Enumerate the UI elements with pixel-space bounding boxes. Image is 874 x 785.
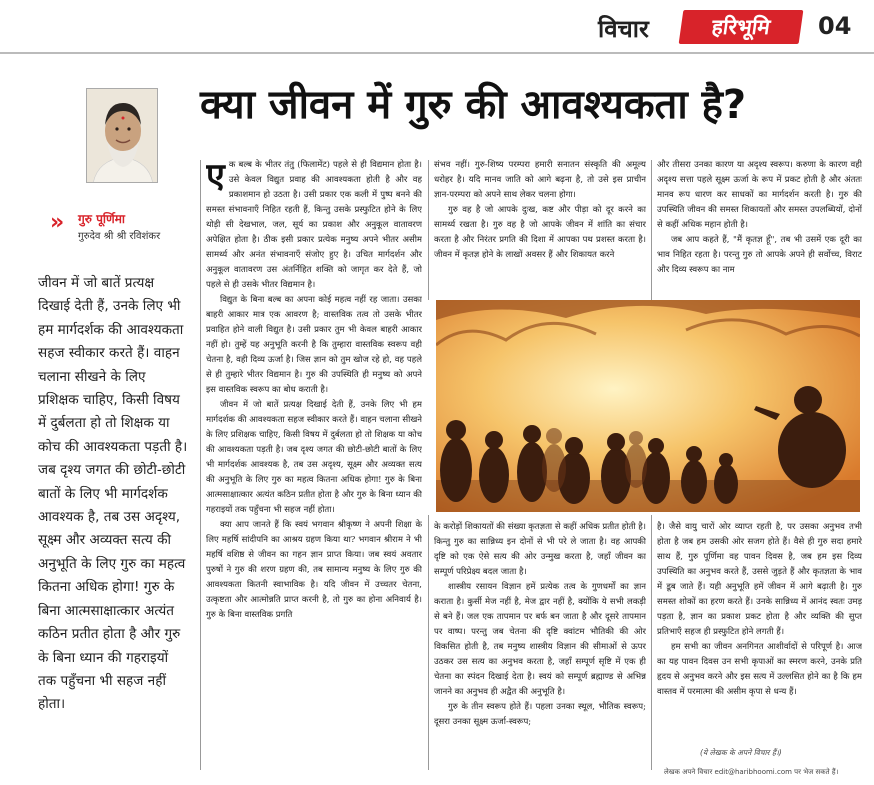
paragraph: क्या आप जानते हैं कि स्वयं भगवान श्रीकृष्ण ने अपनी शिक्षा के लिए महर्षि सांदीपनि का आश्रय ग्रहण किया था? भगवान श्रीराम ने भी महर्षि वशिष्ठ से जीवन का गहन ज्ञान प्राप्त किया। जब स्वयं अवतार पुरुषों ने गुरु की शरण ग्रहण की, तब सामान्य मनुष्य के लिए गुरु की आवश्यकता कितनी स्वाभाविक है। यदि जीवन में उच्चतर चेतना, उत्कृष्टता और आत्मोन्नति प्राप्त करनी है, तो गुरु का होना अनिवार्य है। गुरु के बिना वास्तविक प्रगति — [206, 520, 422, 620]
drop-cap: ए — [206, 158, 225, 196]
column-divider — [428, 160, 429, 300]
column-divider — [651, 160, 652, 300]
paragraph: जीवन में जो बातें प्रत्यक्ष दिखाई देती हैं, उनके लिए भी हम मार्गदर्शक की आवश्यकता सहज स्वीकार करते हैं। वाहन चलाना सीखने के लिए प्रशिक्षक चाहिए, किसी विषय में दुर्बलता हो तो शिक्षक या कोच की आवश्यकता पड़ती है। जब दृश्य जगत की छोटी-छोटी बातों के लिए भी मार्गदर्शक आवश्यक है, तब उस अदृश्य, सूक्ष्म और अव्यक्त सत्य की अनुभूति के लिए गुरु का महत्व कितना अधिक होगा! गुरु के बिना आत्मसाक्षात्कार अत्यंत कठिन प्रतीत होता है और गुरु के बिना ध्यान की गहराइयों तक पहुँचना भी सहज नहीं होता। — [206, 400, 422, 515]
headline: क्या जीवन में गुरु की आवश्यकता है? — [200, 82, 747, 128]
article-column-3-top — [657, 158, 862, 298]
header-divider — [0, 52, 874, 54]
article-column-1 — [206, 158, 422, 770]
paragraph: क बल्ब के भीतर तंतु (फिलामेंट) पहले से ही विद्यमान होता है। उसे केवल विद्युत प्रवाह की आवश्यकता होती है और वह प्रकाशमान हो उठता है। उसी प्रकार एक कली में पुष्प बनने की समस्त संभावनाएँ निहित रहती हैं, किन्तु उसके प्रस्फुटित होने के लिए थोड़ी सी देखभाल, जल, सूर्य का प्रकाश और अनुकूल वातावरण अपेक्षित होता है। ठीक इसी प्रकार प्रत्येक मनुष्य अपने भीतर असीम सामर्थ्य और अनंत संभावनाएँ संजोए हुए है। उचित मार्गदर्शन और अनुकूल वातावरण उस अंतर्निहित शक्ति को जागृत कर देते हैं, जो पहले से ही उसके भीतर विद्यमान है। — [206, 160, 422, 290]
paragraph: के करोड़ों शिकायतों की संख्या कृतज्ञता से कहीं अधिक प्रतीत होती है। किन्तु गुरु का सान्निध्य इन दोनों से भी परे ले जाता है। वह आपकी दृष्टि को एक ऐसे सत्य की ओर उन्मुख करता है, जहाँ जीवन का सम्पूर्ण परिप्रेक्ष्य बदल जाता है। — [434, 522, 646, 577]
author-name: गुरुदेव श्री श्री रविशंकर — [78, 231, 161, 242]
author-disclaimer: (ये लेखक के अपने विचार हैं।) — [700, 748, 782, 757]
chevron-right-icon: » — [50, 210, 65, 235]
brand-logo: हरिभूमि — [679, 10, 804, 44]
pull-quote: जीवन में जो बातें प्रत्यक्ष दिखाई देती हैं, उनके लिए भी हम मार्गदर्शक की आवश्यकता सहज स्वीकार करते हैं। वाहन चलाना सीखने के लिए प्रशिक्षक चाहिए, किसी विषय में दुर्बलता हो तो शिक्षक या कोच की आवश्यकता पड़ती है। जब दृश्य जगत की छोटी-छोटी बातों के लिए भी मार्गदर्शक आवश्यक है, तब उस अदृश्य, सूक्ष्म और अव्यक्त सत्य की अनुभूति के लिए गुरु का महत्व कितना अधिक होगा! गुरु के बिना आत्मसाक्षात्कार अत्यंत कठिन प्रतीत होता है और गुरु के बिना ध्यान की गहराइयों तक पहुँचना भी सहज नहीं होता। — [38, 275, 188, 713]
paragraph: और तीसरा उनका कारण या अदृश्य स्वरूप। करुणा के कारण वही अदृश्य सत्ता पहले सूक्ष्म ऊर्जा के रूप में प्रकट होती है और अंततः मानव रूप धारण कर साधकों का मार्गदर्शन करती है। गुरु की उपस्थिति जीवन की समस्त शिकायतों और समस्त उपलब्धियों, दोनों से कहीं अधिक महान होती है। — [657, 160, 862, 230]
column-divider — [428, 515, 429, 770]
footer-contact: लेखक अपने विचार edit@haribhoomi.com पर भेज सकते हैं। — [664, 768, 839, 776]
paragraph: हम सभी का जीवन अनगिनत आशीर्वादों से परिपूर्ण है। आज का यह पावन दिवस उन सभी कृपाओं का स्मरण करने, उनके प्रति हृदय से अनुभव करने और इस सत्य में उल्लसित होने का है कि हम वास्तव में परमात्मा की असीम कृपा से धन्य हैं। — [657, 642, 862, 697]
paragraph: गुरु के तीन स्वरूप होते हैं। पहला उनका स्थूल, भौतिक स्वरूप; दूसरा उनका सूक्ष्म ऊर्जा-स्वरूप; — [434, 702, 646, 727]
paragraph: विद्युत के बिना बल्ब का अपना कोई महत्व नहीं रह जाता। उसका बाहरी आकार मात्र एक आवरण है; वास्तविक तत्व तो उसके भीतर प्रवाहित होने वाली विद्युत है। उसी प्रकार तुम भी केवल बाहरी आकार नहीं हो। तुम्हें यह अनुभूति करनी है कि तुम्हारा वास्तविक स्वरूप वही चेतना है, वही दिव्य ऊर्जा है। जिस ज्ञान को तुम खोज रहे हो, वह पहले से ही तुम्हारे भीतर विद्यमान है। गुरु की उपस्थिति ही मनुष्य को अपने इस वास्तविक स्वरूप का बोध कराती है। — [206, 295, 422, 395]
paragraph: गुरु वह है जो आपके दुःख, कष्ट और पीड़ा को दूर करने का सामर्थ्य रखता है। गुरु वह है जो आपके जीवन में शांति का संचार करता है और निरंतर प्रगति की दिशा में आपका पथ प्रशस्त करता है। जीवन में कृतज्ञ होने के लाखों अवसर हैं और शिकायत करने — [434, 205, 646, 260]
page-number: 04 — [818, 12, 852, 40]
article-column-3-bottom — [657, 520, 862, 745]
paragraph: संभव नहीं। गुरु-शिष्य परम्परा हमारी सनातन संस्कृति की अमूल्य धरोहर है। यदि मानव जाति को आगे बढ़ना है, तो उसे इस प्राचीन ज्ञान-परम्परा को अपने साथ लेकर चलना होगा। — [434, 160, 646, 200]
article-column-2-bottom — [434, 520, 646, 770]
paragraph: है। जैसे वायु चारों ओर व्याप्त रहती है, पर उसका अनुभव तभी होता है जब हम उसकी ओर सजग होते हैं। वैसे ही गुरु सदा हमारे साथ हैं, गुरु पूर्णिमा वह पावन दिवस है, जब हम इस दिव्य उपस्थिति का अनुभव करते हैं, उससे जुड़ते हैं और कृतज्ञता के भाव में डूब जाते हैं। यही अनुभूति हमें जीवन में आगे बढ़ाती है। गुरु समस्त शोकों का हरण करते हैं। उनके सान्निध्य में आनंद स्वतः उमड़ पड़ता है, ज्ञान का प्रकाश प्रकट होता है और व्यक्ति की सुप्त प्रतिभाएँ सहज ही प्रस्फुटित होने लगती हैं। — [657, 522, 862, 637]
column-divider — [651, 515, 652, 770]
section-title: विचार — [598, 15, 649, 43]
guru-disciples-illustration — [436, 300, 860, 512]
column-divider — [200, 160, 201, 770]
article-column-2-top — [434, 158, 646, 298]
author-photo — [86, 88, 158, 183]
paragraph: जब आप कहते हैं, "मैं कृतज्ञ हूँ", तब भी उसमें एक दूरी का भाव निहित रहता है। परन्तु गुरु तो आपके अपने ही सर्वोच्च, विराट और दिव्य स्वरूप का नाम — [657, 235, 862, 275]
author-topic: गुरु पूर्णिमा — [78, 212, 125, 226]
paragraph: शास्त्रीय रसायन विज्ञान हमें प्रत्येक तत्व के गुणधर्मों का ज्ञान कराता है। कुर्सी मेज नहीं है, मेज द्वार नहीं है, क्योंकि ये सभी लकड़ी से बने हैं। जल एक तापमान पर बर्फ बन जाता है और दूसरे तापमान पर वाष्प। परन्तु जब चेतना की दृष्टि क्वांटम भौतिकी की ओर विकसित होती है, तब मनुष्य शास्त्रीय विज्ञान की सीमाओं से ऊपर उठकर उस सत्य का अनुभव करता है, जहाँ सम्पूर्ण सृष्टि में एक ही चेतना का स्पंदन दिखाई देता है। स्वयं को सम्पूर्ण ब्रह्माण्ड से अभिन्न जानने का अनुभव ही अद्वैत की अनुभूति है। — [434, 582, 646, 697]
